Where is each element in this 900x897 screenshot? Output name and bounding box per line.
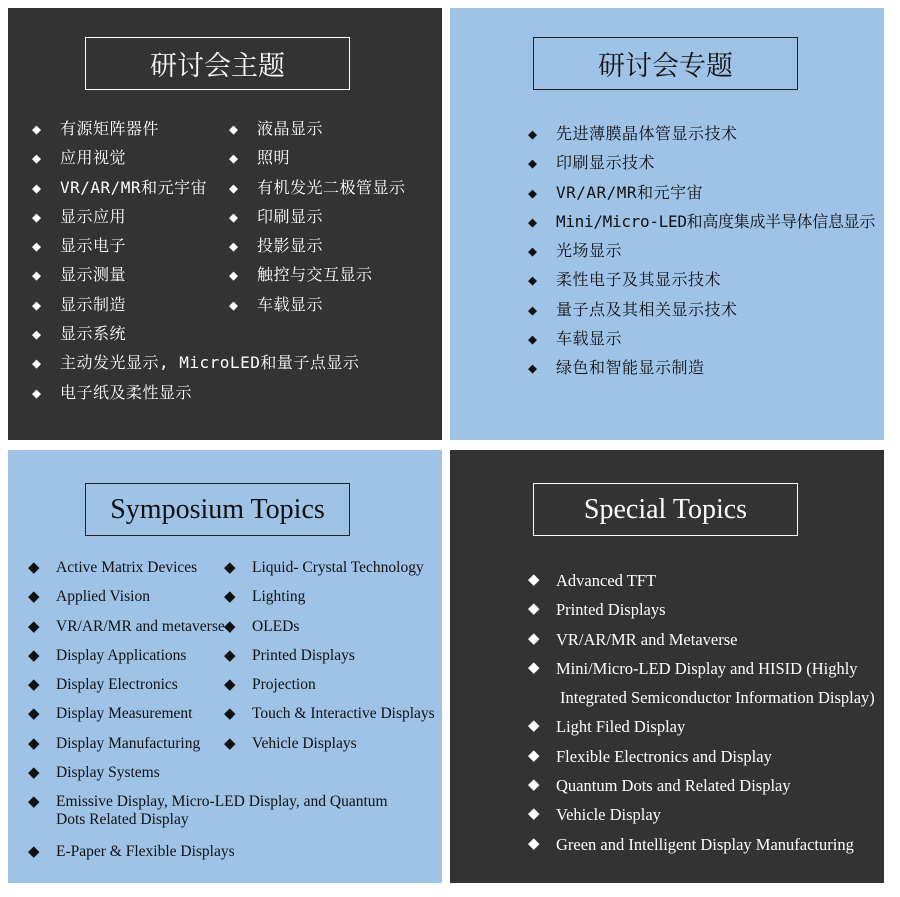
list-item: ◆ 触控与交互显示 bbox=[229, 265, 406, 294]
list-item: ◆ E-Paper & Flexible Displays bbox=[28, 843, 428, 872]
list-item: ◆ 投影显示 bbox=[229, 236, 406, 265]
list-item: ◆ Vehicle Display bbox=[528, 805, 875, 834]
list-item-line1: ◆ Mini/Micro-LED Display and HISID (Highly bbox=[556, 658, 858, 678]
list-item: ◆ VR/AR/MR和元宇宙 bbox=[528, 183, 875, 212]
symposium-topics-en-panel bbox=[8, 450, 442, 883]
panel-title: 研讨会专题 bbox=[598, 51, 733, 82]
list-item: ◆ VR/AR/MR and Metaverse bbox=[528, 630, 875, 659]
list-item: ◆ OLEDs bbox=[224, 618, 435, 647]
list-item: ◆ 车载显示 bbox=[528, 329, 875, 358]
list-item: ◆ Projection bbox=[224, 676, 435, 705]
list-item: ◆ Display Electronics bbox=[28, 676, 428, 705]
topic-list bbox=[528, 124, 875, 388]
list-item: ◆ 先进薄膜晶体管显示技术 bbox=[528, 124, 875, 153]
list-item: ◆ 应用视觉 bbox=[32, 148, 359, 177]
list-item: ◆ Display Measurement bbox=[28, 705, 428, 734]
list-item: ◆ 显示应用 bbox=[32, 207, 359, 236]
list-item: ◆ Mini/Micro-LED和高度集成半导体信息显示 bbox=[528, 212, 875, 241]
list-item: ◆ 印刷显示技术 bbox=[528, 153, 875, 182]
list-item: ◆ Light Filed Display bbox=[528, 717, 875, 746]
list-item: ◆ Flexible Electronics and Display bbox=[528, 747, 875, 776]
topic-list-col2 bbox=[229, 119, 406, 324]
list-item: ◆ VR/AR/MR和元宇宙 bbox=[32, 178, 359, 207]
list-item: ◆ 主动发光显示, MicroLED和量子点显示 bbox=[32, 353, 359, 382]
symposium-topics-cn-panel bbox=[8, 8, 442, 440]
special-topics-en-panel bbox=[450, 450, 884, 883]
list-item: ◆ Green and Intelligent Display Manufacturing bbox=[528, 835, 875, 864]
list-item: ◆ 照明 bbox=[229, 148, 406, 177]
list-item: ◆ Printed Displays bbox=[528, 600, 875, 629]
list-item: ◆ 柔性电子及其显示技术 bbox=[528, 270, 875, 299]
list-item: ◆ Advanced TFT bbox=[528, 571, 875, 600]
list-item: ◆ Printed Displays bbox=[224, 647, 435, 676]
topic-list-col2 bbox=[224, 559, 435, 764]
list-item: ◆ 光场显示 bbox=[528, 241, 875, 270]
panel-title: Special Topics bbox=[583, 493, 748, 525]
panel-title-box bbox=[85, 37, 350, 90]
panel-title-box bbox=[533, 37, 798, 90]
list-item: ◆ Display Systems bbox=[28, 764, 428, 793]
list-item: ◆ 电子纸及柔性显示 bbox=[32, 383, 359, 412]
list-item: ◆ 显示制造 bbox=[32, 295, 359, 324]
panel-title: Symposium Topics bbox=[110, 493, 325, 525]
list-item: ◆ 显示系统 bbox=[32, 324, 359, 353]
list-item: ◆ 量子点及其相关显示技术 bbox=[528, 300, 875, 329]
topic-list bbox=[528, 571, 875, 864]
list-item: ◆ Touch & Interactive Displays bbox=[224, 705, 435, 734]
list-item: ◆ Applied Vision bbox=[28, 588, 428, 617]
list-item: ◆ Vehicle Displays bbox=[224, 735, 435, 764]
panel-title-box bbox=[533, 483, 798, 536]
list-item: ◆ Display Manufacturing bbox=[28, 735, 428, 764]
list-item: ◆ Emissive Display, Micro-LED Display, and Quantum Dots Related Display bbox=[28, 793, 428, 843]
list-item: ◆ 显示测量 bbox=[32, 265, 359, 294]
panel-title-box bbox=[85, 483, 350, 536]
list-item: ◆ Lighting bbox=[224, 588, 435, 617]
list-item: ◆ 有机发光二极管显示 bbox=[229, 178, 406, 207]
list-item: ◆ 显示电子 bbox=[32, 236, 359, 265]
list-item: ◆ Active Matrix Devices bbox=[28, 559, 428, 588]
panel-title: 研讨会主题 bbox=[150, 51, 285, 82]
list-item: ◆ 车载显示 bbox=[229, 295, 406, 324]
list-item: ◆ Liquid- Crystal Technology bbox=[224, 559, 435, 588]
list-item bbox=[528, 659, 875, 718]
list-item: ◆ 绿色和智能显示制造 bbox=[528, 358, 875, 387]
list-item: ◆ 有源矩阵器件 bbox=[32, 119, 359, 148]
list-item: ◆ VR/AR/MR and metaverse bbox=[28, 618, 428, 647]
list-item: ◆ Display Applications bbox=[28, 647, 428, 676]
list-item: ◆ Quantum Dots and Related Display bbox=[528, 776, 875, 805]
special-topics-cn-panel bbox=[450, 8, 884, 440]
list-item-line2: Integrated Semiconductor Information Display) bbox=[560, 687, 875, 707]
list-item: ◆ 印刷显示 bbox=[229, 207, 406, 236]
list-item: ◆ 液晶显示 bbox=[229, 119, 406, 148]
